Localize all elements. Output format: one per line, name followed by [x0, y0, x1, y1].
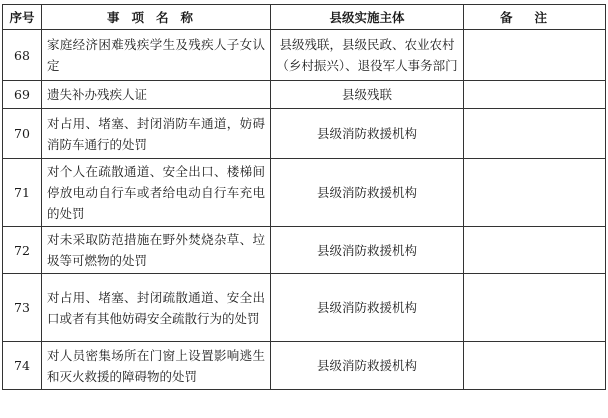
note-cell — [464, 274, 606, 342]
table-row — [3, 109, 606, 159]
note-cell — [464, 159, 606, 227]
table-row — [3, 30, 606, 81]
row-number: 68 — [3, 30, 42, 81]
item-name: 对占用、堵塞、封闭疏散通道、安全出口或者有其他妨碍安全疏散行为的处罚 — [42, 274, 271, 342]
header-row — [3, 5, 606, 30]
header-no: 序号 — [3, 5, 42, 30]
table-row — [3, 227, 606, 274]
note-cell — [464, 342, 606, 390]
table-row — [3, 159, 606, 227]
row-number: 71 — [3, 159, 42, 227]
note-cell — [464, 81, 606, 109]
table-row — [3, 81, 606, 109]
implementing-subject: 县级消防救援机构 — [271, 227, 464, 274]
header-item-name: 事项名称 — [42, 5, 271, 30]
note-cell — [464, 30, 606, 81]
implementing-subject: 县级消防救援机构 — [271, 342, 464, 390]
row-number: 74 — [3, 342, 42, 390]
header-subject: 县级实施主体 — [271, 5, 464, 30]
table-row — [3, 274, 606, 342]
item-name: 对个人在疏散通道、安全出口、楼梯间停放电动自行车或者给电动自行车充电的处罚 — [42, 159, 271, 227]
table-row — [3, 342, 606, 390]
note-cell — [464, 227, 606, 274]
row-number: 70 — [3, 109, 42, 159]
row-number: 69 — [3, 81, 42, 109]
item-name: 对占用、堵塞、封闭消防车通道，妨碍消防车通行的处罚 — [42, 109, 271, 159]
header-note: 备注 — [464, 5, 606, 30]
item-name: 遗失补办残疾人证 — [42, 81, 271, 109]
matters-table — [2, 4, 606, 390]
item-name: 对人员密集场所在门窗上设置影响逃生和灭火救援的障碍物的处罚 — [42, 342, 271, 390]
implementing-subject: 县级消防救援机构 — [271, 159, 464, 227]
implementing-subject: 县级残联 — [271, 81, 464, 109]
item-name: 家庭经济困难残疾学生及残疾人子女认定 — [42, 30, 271, 81]
row-number: 73 — [3, 274, 42, 342]
row-number: 72 — [3, 227, 42, 274]
implementing-subject: 县级残联，县级民政、农业农村（乡村振兴）、退役军人事务部门 — [271, 30, 464, 81]
implementing-subject: 县级消防救援机构 — [271, 274, 464, 342]
item-name: 对未采取防范措施在野外焚烧杂草、垃圾等可燃物的处罚 — [42, 227, 271, 274]
implementing-subject: 县级消防救援机构 — [271, 109, 464, 159]
note-cell — [464, 109, 606, 159]
